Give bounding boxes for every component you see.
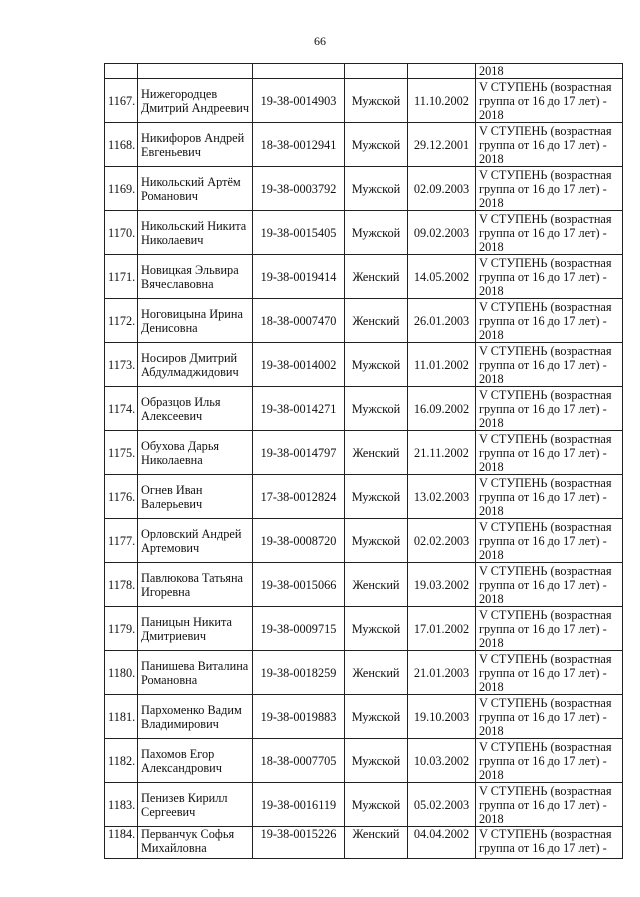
name-cell bbox=[138, 64, 253, 79]
level-line: группа от 16 до 17 лет) - bbox=[479, 577, 607, 592]
row-number: 1168. bbox=[105, 123, 138, 167]
gender: Женский bbox=[345, 563, 408, 607]
level-line: V СТУПЕНЬ (возрастная bbox=[479, 387, 612, 402]
level-line: 2018 bbox=[479, 239, 504, 254]
row-number: 1167. bbox=[105, 79, 138, 123]
gender: Мужской bbox=[345, 519, 408, 563]
level-cell bbox=[476, 651, 623, 695]
participant-name: Орловский Андрей Артемович bbox=[138, 519, 253, 563]
participant-name: Пахомов Егор Александрович bbox=[138, 739, 253, 783]
birth-date: 10.03.2002 bbox=[408, 739, 476, 783]
level-line: группа от 16 до 17 лет) - bbox=[479, 709, 607, 724]
birth-date: 05.02.2003 bbox=[408, 783, 476, 827]
uin-code: 18-38-0007705 bbox=[253, 739, 345, 783]
level-line: 2018 bbox=[479, 459, 504, 474]
uin-code: 19-38-0019414 bbox=[253, 255, 345, 299]
level-cell bbox=[476, 299, 623, 343]
row-number: 1178. bbox=[105, 563, 138, 607]
level-line: V СТУПЕНЬ (возрастная bbox=[479, 827, 612, 841]
gender: Мужской bbox=[345, 167, 408, 211]
table-row bbox=[105, 739, 623, 783]
row-number: 1183. bbox=[105, 783, 138, 827]
level-line: группа от 16 до 17 лет) - bbox=[479, 269, 607, 284]
level-line: группа от 16 до 17 лет) - bbox=[479, 357, 607, 372]
birth-date: 16.09.2002 bbox=[408, 387, 476, 431]
table-row bbox=[105, 387, 623, 431]
uin-code: 19-38-0014797 bbox=[253, 431, 345, 475]
birth-date: 17.01.2002 bbox=[408, 607, 476, 651]
page-number: 66 bbox=[314, 34, 326, 48]
gender: Мужской bbox=[345, 695, 408, 739]
uin-code: 19-38-0015405 bbox=[253, 211, 345, 255]
level-cell: 2018 bbox=[476, 64, 623, 79]
level-cell bbox=[476, 607, 623, 651]
row-number: 1181. bbox=[105, 695, 138, 739]
table-row bbox=[105, 519, 623, 563]
level-line: группа от 16 до 17 лет) - bbox=[479, 181, 607, 196]
birth-date: 14.05.2002 bbox=[408, 255, 476, 299]
birth-date: 29.12.2001 bbox=[408, 123, 476, 167]
level-line: 2018 bbox=[479, 327, 504, 342]
row-number: 1176. bbox=[105, 475, 138, 519]
gender: Женский bbox=[345, 651, 408, 695]
gender: Мужской bbox=[345, 739, 408, 783]
uin-code: 19-38-0014002 bbox=[253, 343, 345, 387]
participant-name: Никифоров Андрей Евгеньевич bbox=[138, 123, 253, 167]
participant-name: Огнев Иван Валерьевич bbox=[138, 475, 253, 519]
participant-name: Образцов Илья Алексеевич bbox=[138, 387, 253, 431]
level-cell bbox=[476, 79, 623, 123]
gender: Мужской bbox=[345, 79, 408, 123]
level-cell bbox=[476, 739, 623, 783]
level-line: V СТУПЕНЬ (возрастная bbox=[479, 211, 612, 226]
level-cell bbox=[476, 387, 623, 431]
level-line: V СТУПЕНЬ (возрастная bbox=[479, 299, 612, 314]
level-cell bbox=[476, 167, 623, 211]
level-line: V СТУПЕНЬ (возрастная bbox=[479, 695, 612, 710]
row-number: 1180. bbox=[105, 651, 138, 695]
level-line: V СТУПЕНЬ (возрастная bbox=[479, 783, 612, 798]
row-number: 1179. bbox=[105, 607, 138, 651]
uin-code: 19-38-0019883 bbox=[253, 695, 345, 739]
level-line: группа от 16 до 17 лет) - bbox=[479, 93, 607, 108]
table-row bbox=[105, 123, 623, 167]
participant-name: Новицкая Эльвира Вячеславовна bbox=[138, 255, 253, 299]
level-line: 2018 bbox=[479, 767, 504, 782]
level-cell bbox=[476, 783, 623, 827]
uin-code: 19-38-0014903 bbox=[253, 79, 345, 123]
level-line: группа от 16 до 17 лет) - bbox=[479, 137, 607, 152]
level-line: группа от 16 до 17 лет) - bbox=[479, 445, 607, 460]
uin-code: 17-38-0012824 bbox=[253, 475, 345, 519]
uin-code: 19-38-0016119 bbox=[253, 783, 345, 827]
row-number: 1172. bbox=[105, 299, 138, 343]
gender: Женский bbox=[345, 431, 408, 475]
level-cell bbox=[476, 475, 623, 519]
table-row bbox=[105, 255, 623, 299]
date-cell bbox=[408, 64, 476, 79]
level-line: 2018 bbox=[479, 107, 504, 122]
gender: Мужской bbox=[345, 475, 408, 519]
level-line: V СТУПЕНЬ (возрастная bbox=[479, 255, 612, 270]
table-row bbox=[105, 651, 623, 695]
table-row bbox=[105, 343, 623, 387]
gender: Мужской bbox=[345, 343, 408, 387]
table-row bbox=[105, 563, 623, 607]
level-line: группа от 16 до 17 лет) - bbox=[479, 797, 607, 812]
participant-name: Пархоменко Вадим Владимирович bbox=[138, 695, 253, 739]
level-line: V СТУПЕНЬ (возрастная bbox=[479, 167, 612, 182]
num-cell bbox=[105, 64, 138, 79]
participant-name: Ноговицына Ирина Денисовна bbox=[138, 299, 253, 343]
participant-name: Никольский Артём Романович bbox=[138, 167, 253, 211]
level-cell bbox=[476, 255, 623, 299]
code-cell bbox=[253, 64, 345, 79]
table-row bbox=[105, 607, 623, 651]
level-cell bbox=[476, 827, 623, 859]
row-number: 1175. bbox=[105, 431, 138, 475]
sex-cell bbox=[345, 64, 408, 79]
level-line: группа от 16 до 17 лет) - bbox=[479, 841, 607, 855]
birth-date: 21.01.2003 bbox=[408, 651, 476, 695]
level-line: 2018 bbox=[479, 635, 504, 650]
uin-code: 18-38-0012941 bbox=[253, 123, 345, 167]
birth-date: 19.03.2002 bbox=[408, 563, 476, 607]
uin-code: 19-38-0015226 bbox=[253, 827, 345, 859]
level-line: группа от 16 до 17 лет) - bbox=[479, 313, 607, 328]
table-row bbox=[105, 211, 623, 255]
birth-date: 21.11.2002 bbox=[408, 431, 476, 475]
birth-date: 19.10.2003 bbox=[408, 695, 476, 739]
row-number: 1184. bbox=[105, 827, 138, 859]
level-cell bbox=[476, 343, 623, 387]
uin-code: 19-38-0009715 bbox=[253, 607, 345, 651]
gender: Мужской bbox=[345, 211, 408, 255]
gender: Мужской bbox=[345, 607, 408, 651]
level-line: 2018 bbox=[479, 811, 504, 826]
level-line: 2018 bbox=[479, 151, 504, 166]
participant-name: Носиров Дмитрий Абдулмаджидович bbox=[138, 343, 253, 387]
gender: Женский bbox=[345, 255, 408, 299]
table-row bbox=[105, 431, 623, 475]
uin-code: 19-38-0008720 bbox=[253, 519, 345, 563]
level-line: 2018 bbox=[479, 503, 504, 518]
birth-date: 04.04.2002 bbox=[408, 827, 476, 859]
level-cell bbox=[476, 695, 623, 739]
row-number: 1177. bbox=[105, 519, 138, 563]
participant-name: Перванчук Софья Михайловна bbox=[138, 827, 253, 859]
participant-name: Паницын Никита Дмитриевич bbox=[138, 607, 253, 651]
participant-name: Панишева Виталина Романовна bbox=[138, 651, 253, 695]
level-line: 2018 bbox=[479, 283, 504, 298]
level-line: 2018 bbox=[479, 679, 504, 694]
gender: Мужской bbox=[345, 783, 408, 827]
level-cell bbox=[476, 431, 623, 475]
level-line: группа от 16 до 17 лет) - bbox=[479, 489, 607, 504]
birth-date: 02.02.2003 bbox=[408, 519, 476, 563]
birth-date: 13.02.2003 bbox=[408, 475, 476, 519]
row-number: 1174. bbox=[105, 387, 138, 431]
row-number: 1169. bbox=[105, 167, 138, 211]
gender: Женский bbox=[345, 299, 408, 343]
table-row bbox=[105, 695, 623, 739]
level-line: группа от 16 до 17 лет) - bbox=[479, 753, 607, 768]
row-number: 1173. bbox=[105, 343, 138, 387]
level-line: V СТУПЕНЬ (возрастная bbox=[479, 79, 612, 94]
table-row bbox=[105, 827, 623, 859]
level-line: V СТУПЕНЬ (возрастная bbox=[479, 563, 612, 578]
participant-name: Никольский Никита Николаевич bbox=[138, 211, 253, 255]
level-line: V СТУПЕНЬ (возрастная bbox=[479, 343, 612, 358]
participant-name: Нижегородцев Дмитрий Андреевич bbox=[138, 79, 253, 123]
participant-name: Обухова Дарья Николаевна bbox=[138, 431, 253, 475]
gender: Мужской bbox=[345, 123, 408, 167]
birth-date: 09.02.2003 bbox=[408, 211, 476, 255]
uin-code: 18-38-0007470 bbox=[253, 299, 345, 343]
level-cell bbox=[476, 211, 623, 255]
uin-code: 19-38-0015066 bbox=[253, 563, 345, 607]
level-line: группа от 16 до 17 лет) - bbox=[479, 225, 607, 240]
participants-table bbox=[104, 63, 623, 859]
participant-name: Пенизев Кирилл Сергеевич bbox=[138, 783, 253, 827]
continued-row bbox=[105, 64, 623, 79]
level-line: V СТУПЕНЬ (возрастная bbox=[479, 123, 612, 138]
level-cell bbox=[476, 519, 623, 563]
level-line: 2018 bbox=[479, 723, 504, 738]
level-cell bbox=[476, 563, 623, 607]
level-line: V СТУПЕНЬ (возрастная bbox=[479, 431, 612, 446]
participant-name: Павлюкова Татьяна Игоревна bbox=[138, 563, 253, 607]
level-line: V СТУПЕНЬ (возрастная bbox=[479, 519, 612, 534]
level-line: группа от 16 до 17 лет) - bbox=[479, 621, 607, 636]
level-line: группа от 16 до 17 лет) - bbox=[479, 665, 607, 680]
row-number: 1170. bbox=[105, 211, 138, 255]
gender: Мужской bbox=[345, 387, 408, 431]
birth-date: 02.09.2003 bbox=[408, 167, 476, 211]
table-row bbox=[105, 783, 623, 827]
table-row bbox=[105, 167, 623, 211]
birth-date: 11.01.2002 bbox=[408, 343, 476, 387]
level-line: 2018 bbox=[479, 415, 504, 430]
uin-code: 19-38-0014271 bbox=[253, 387, 345, 431]
uin-code: 19-38-0003792 bbox=[253, 167, 345, 211]
level-line: 2018 bbox=[479, 547, 504, 562]
level-cell bbox=[476, 123, 623, 167]
level-line: V СТУПЕНЬ (возрастная bbox=[479, 607, 612, 622]
row-number: 1171. bbox=[105, 255, 138, 299]
level-line: 2018 bbox=[479, 371, 504, 386]
table-row bbox=[105, 79, 623, 123]
level-line: 2018 bbox=[479, 591, 504, 606]
birth-date: 11.10.2002 bbox=[408, 79, 476, 123]
level-line: V СТУПЕНЬ (возрастная bbox=[479, 651, 612, 666]
table-row bbox=[105, 475, 623, 519]
birth-date: 26.01.2003 bbox=[408, 299, 476, 343]
level-line: V СТУПЕНЬ (возрастная bbox=[479, 475, 612, 490]
uin-code: 19-38-0018259 bbox=[253, 651, 345, 695]
gender: Женский bbox=[345, 827, 408, 859]
table-row bbox=[105, 299, 623, 343]
level-line: V СТУПЕНЬ (возрастная bbox=[479, 739, 612, 754]
row-number: 1182. bbox=[105, 739, 138, 783]
level-line: группа от 16 до 17 лет) - bbox=[479, 401, 607, 416]
level-line: 2018 bbox=[479, 195, 504, 210]
level-line: группа от 16 до 17 лет) - bbox=[479, 533, 607, 548]
